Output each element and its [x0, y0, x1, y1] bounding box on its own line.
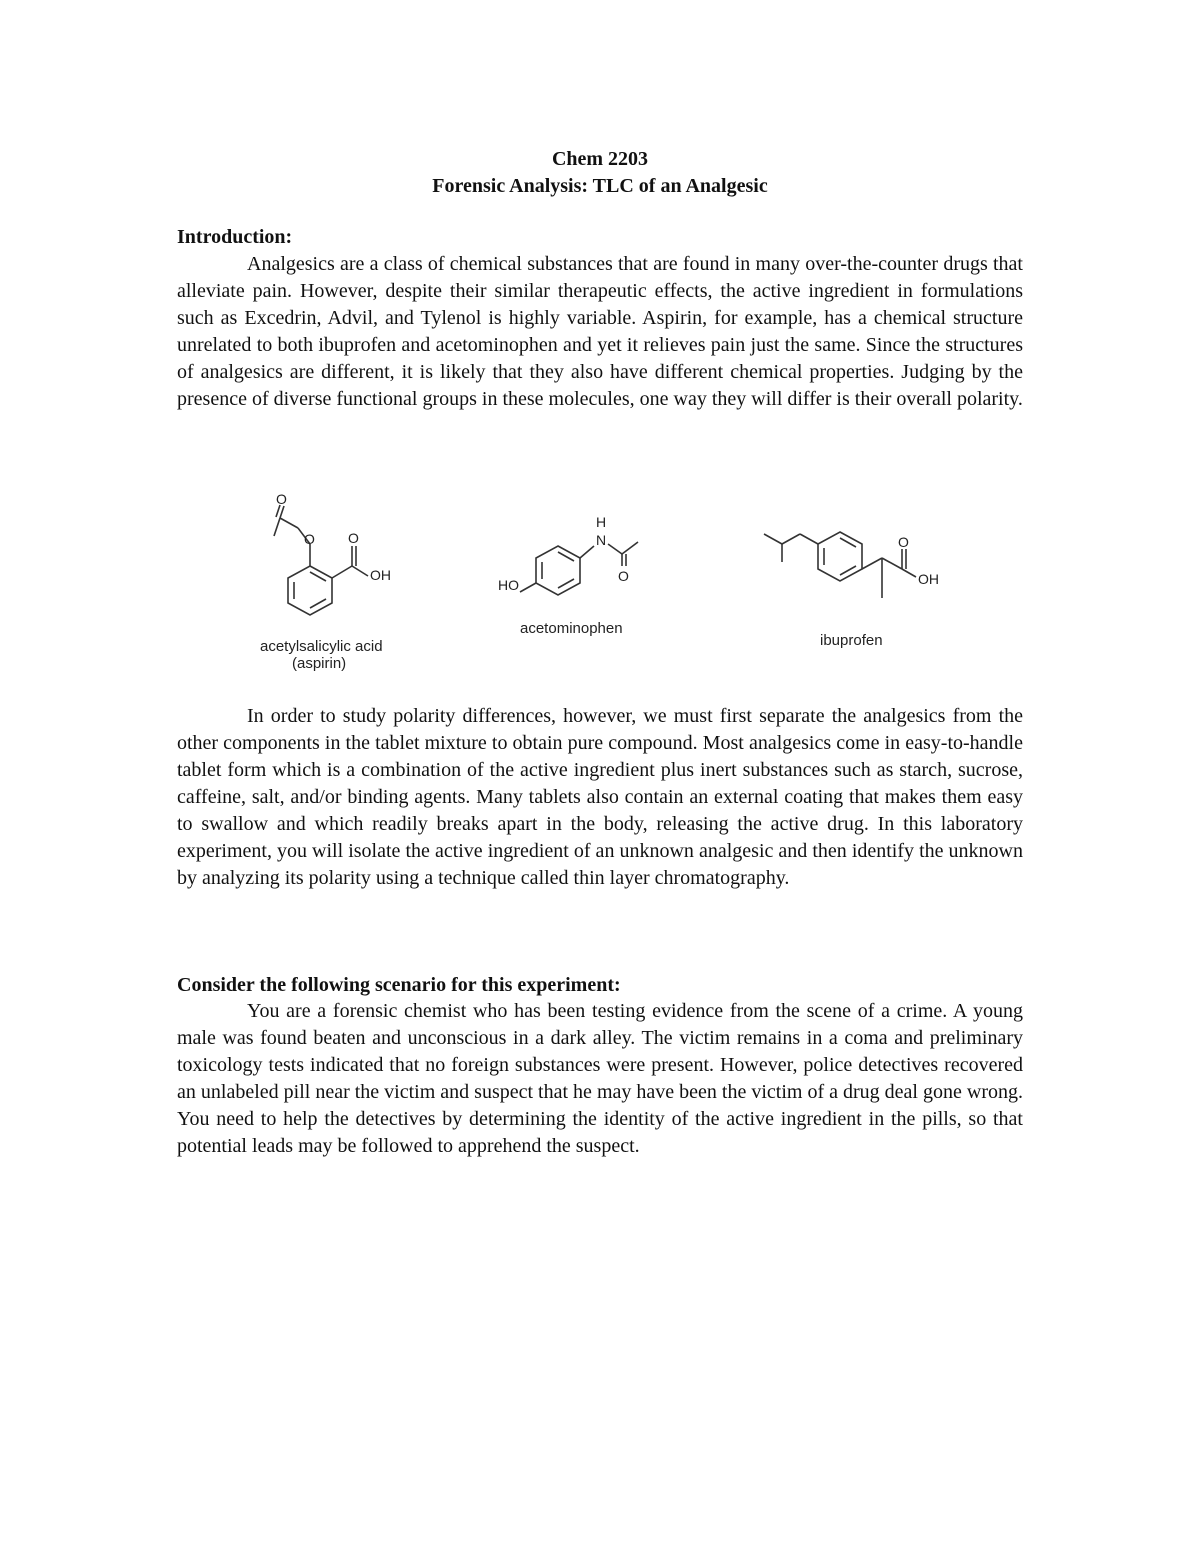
- structures-svg: [230, 486, 990, 686]
- scenario-paragraph: You are a forensic chemist who has been testing evidence from the scene of a crime. A young male was found beaten and unconscious in a dark alley. The victim remains in a coma and preliminary toxicology tests indicated that no foreign substances were present. However, police detectives recovered an unlabeled pill near the victim and suspect that he may have been the victim of a drug deal gone wrong. You need to help the detectives by determining the identity of the active ingredient in the pills, so that potential leads may be followed to apprehend the suspect.: [177, 1000, 1023, 1157]
- acetominophen-atom-h: H: [596, 514, 607, 530]
- aspirin-atom-o-acid: O: [348, 530, 359, 546]
- introduction-paragraph-2: In order to study polarity differences, however, we must first separate the analgesics from the other components in the tablet mixture to obtain pure compound. Most analgesics come in easy-to-handle tablet form which is a combination of the active ingredient plus inert substances such as starch, sucrose, caffeine, salt, and/or binding agents. Many tablets also contain an external coating that makes them easy to swallow and which readily breaks apart in the body, releasing the active drug. In this laboratory experiment, you will isolate the active ingredient of an unknown analgesic and then identify the unknown by analyzing its polarity using a technique called thin layer chromatography.: [177, 705, 1023, 889]
- acetominophen-label: acetominophen: [520, 620, 623, 637]
- introduction-heading: Introduction:: [177, 226, 293, 248]
- scenario-heading: Consider the following scenario for this experiment:: [177, 974, 621, 996]
- ibuprofen-atom-oh: OH: [918, 571, 939, 587]
- analgesic-structures-figure: [230, 486, 990, 686]
- ibuprofen-label: ibuprofen: [820, 632, 883, 649]
- aspirin-label: acetylsalicylic acid: [260, 638, 383, 655]
- acetominophen-atom-n: N: [596, 532, 607, 548]
- introduction-paragraph-1: Analgesics are a class of chemical substances that are found in many over-the-counter drugs that alleviate pain. However, despite their similar therapeutic effects, the active ingredient in formulations such as Excedrin, Advil, and Tylenol is highly variable. Aspirin, for example, has a chemical structure unrelated to both ibuprofen and acetominophen and yet it relieves pain just the same. Since the structures of analgesics are different, it is likely that they also have different chemical properties. Judging by the presence of diverse functional groups in these molecules, one way they will differ is their overall polarity.: [177, 253, 1023, 410]
- acetominophen-atom-ho: HO: [498, 577, 519, 593]
- ibuprofen-atom-o: O: [898, 534, 909, 550]
- aspirin-label-common: (aspirin): [292, 655, 347, 672]
- acetominophen-atom-o: O: [618, 568, 629, 584]
- aspirin-atom-o-carbonyl: O: [276, 491, 287, 507]
- aspirin-atom-oh: OH: [370, 567, 391, 583]
- document-title: Forensic Analysis: TLC of an Analgesic: [432, 175, 768, 197]
- course-title: Chem 2203: [551, 148, 649, 170]
- aspirin-atom-o-ester: O: [304, 531, 315, 547]
